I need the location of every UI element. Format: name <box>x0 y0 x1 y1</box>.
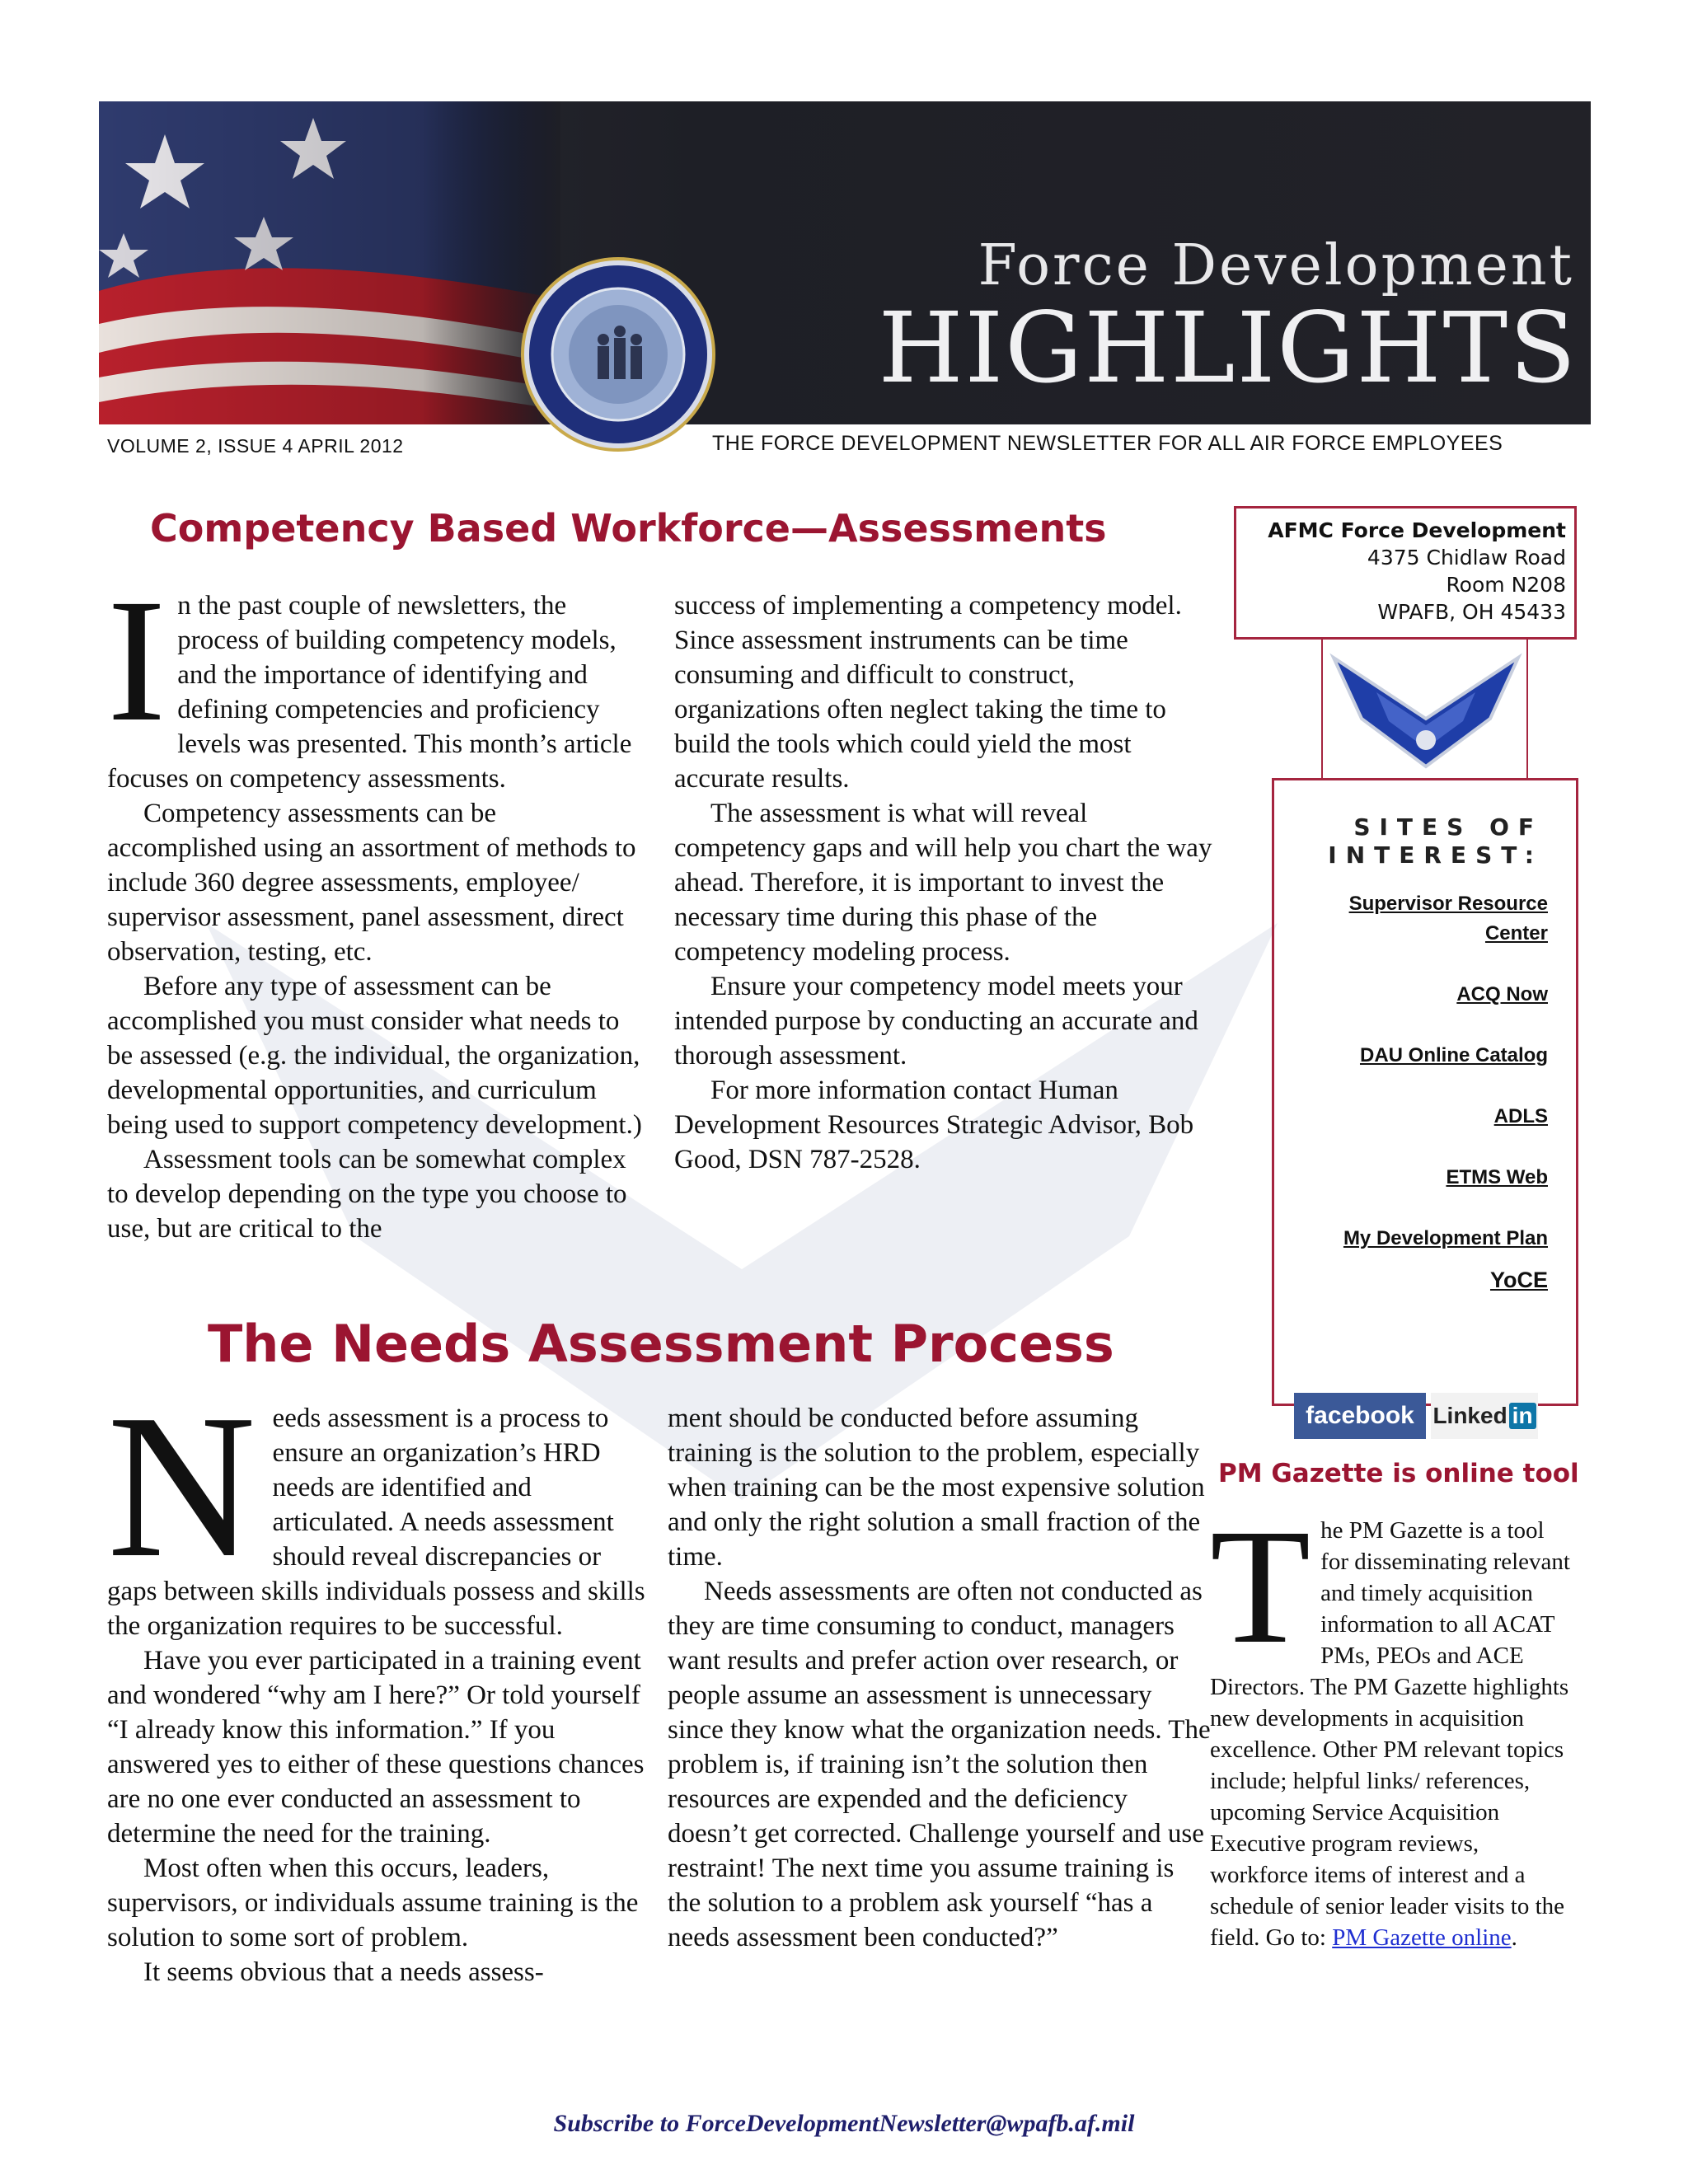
paragraph: success of implementing a competency model. Since assessment instruments can be time consuming and difficult to construct, organizations often neglect taking the time to build the tools which could yield the most accurate results. <box>674 591 1182 794</box>
link-my-development-plan[interactable]: My Development Plan <box>1343 1227 1548 1249</box>
address-line: Room N208 <box>1446 573 1566 597</box>
subscribe-line: Subscribe to ForceDevelopmentNewsletter@wpafb.af.mil <box>553 2110 1135 2137</box>
american-flag-icon <box>99 101 560 424</box>
link-adls[interactable]: ADLS <box>1493 1105 1548 1127</box>
paragraph: Have you ever participated in a training event and wondered “why am I here?” Or told yourself “I already know this information.” If you answered yes to either of these questions chances are no one ever conducted an assessment to determine the need for the training. <box>107 1646 645 1849</box>
article2-column-1 <box>107 1372 647 1990</box>
link-etms-web[interactable]: ETMS Web <box>1446 1166 1548 1188</box>
address-line: 4375 Chidlaw Road <box>1367 546 1566 569</box>
sites-title-line: INTEREST: <box>1328 841 1543 869</box>
article-title-needs-assessment: The Needs Assessment Process <box>208 1314 1114 1374</box>
banner-title-small: Force Development <box>978 233 1574 298</box>
address-line: WPAFB, OH 45433 <box>1377 600 1566 624</box>
link-supervisor-resource-center[interactable]: Supervisor Resource Center <box>1348 893 1548 944</box>
sites-of-interest-box <box>1272 778 1578 1406</box>
paragraph: The assessment is what will reveal competency gaps and will help you chart the way ahead. Therefore, it is important to invest the necessary time during this phase of the competency modeling process. <box>674 799 1212 967</box>
sites-title <box>1274 780 1576 869</box>
issue-info: VOLUME 2, ISSUE 4 APRIL 2012 <box>107 435 404 457</box>
social-links <box>1294 1393 1538 1439</box>
paragraph: Before any type of assessment can be accomplished you must consider what needs to be assessed (e.g. the individual, the organization, developmental opportunities, and curriculum being used to support competency development.) <box>107 972 642 1140</box>
paragraph: Ensure your competency model meets your intended purpose by conducting an accurate and thorough assessment. <box>674 972 1198 1071</box>
force-development-seal-icon <box>519 255 717 453</box>
drop-cap: T <box>1210 1496 1311 1678</box>
sites-title-line: SITES OF <box>1353 813 1543 841</box>
pm-gazette-title: PM Gazette is online tool <box>1218 1459 1579 1488</box>
paragraph: n the past couple of newsletters, the process of building competency models, and the importance of identifying and defining competencies and proficiency levels was presented. This month’s article focuses on competency assessments. <box>107 591 632 794</box>
header-banner <box>99 101 1591 424</box>
paragraph: Assessment tools can be somewhat complex to develop depending on the type you choose to use, but are critical to the <box>107 1145 627 1244</box>
air-force-wing-icon <box>1319 643 1533 775</box>
banner-title-big: HIGHLIGHTS <box>878 291 1578 405</box>
newsletter-tagline: THE FORCE DEVELOPMENT NEWSLETTER FOR ALL AIR FORCE EMPLOYEES <box>712 432 1503 455</box>
paragraph: It seems obvious that a needs assess- <box>143 1957 544 1987</box>
linkedin-icon[interactable] <box>1431 1393 1538 1439</box>
article-title-competency: Competency Based Workforce—Assessments <box>150 506 1107 551</box>
link-dau-online-catalog[interactable]: DAU Online Catalog <box>1359 1044 1548 1066</box>
paragraph: ment should be conducted before assuming training is the solution to the problem, especially when training can be the most expensive solution and only the right solution a small fraction of the time. <box>668 1404 1205 1572</box>
paragraph: eeds assessment is a process to ensure an organization’s HRD needs are identified and articulated. A needs assessment should reveal discrepancies or gaps between skills individuals possess and skills the organization requires to be successful. <box>107 1404 645 1641</box>
paragraph: Needs assessments are often not conducted as they are time consuming to conduct, managers want results and prefer action over research, or people assume an assessment is unnecessary since they know what the organization needs. The problem is, if training isn’t the solution then resources are expended and the deficiency doesn’t get corrected. Challenge yourself and use restraint! The next time you assume training is the solution to a problem ask yourself “has a needs assessment been conducted?” <box>668 1577 1211 1952</box>
address-org: AFMC Force Development <box>1268 518 1566 542</box>
pm-gazette-body <box>1210 1496 1573 1953</box>
article1-column-1 <box>107 563 643 1246</box>
paragraph: Competency assessments can be accomplished using an assortment of methods to include 360 degree assessments, employee/ supervisor assessment, panel assessment, direct observation, testing, etc. <box>107 799 636 967</box>
linkedin-text: Linked <box>1432 1403 1507 1428</box>
paragraph: Most often when this occurs, leaders, supervisors, or individuals assume training is the solution to some sort of problem. <box>107 1854 639 1952</box>
pm-gazette-online-link[interactable]: PM Gazette online <box>1332 1924 1512 1951</box>
article2-column-2 <box>668 1401 1212 1955</box>
pm-gazette-text: he PM Gazette is a tool for disseminating relevant and timely acquisition information to all ACAT PMs, PEOs and ACE Directors. The PM Gazette highlights new developments in acquisition excellence. Other PM relevant topics include; helpful links/ references, upcoming Service Acquisition Executive program reviews, workforce items of interest and a schedule of senior leader visits to the field. Go to: <box>1210 1517 1570 1951</box>
drop-cap: N <box>107 1372 256 1601</box>
article1-column-2 <box>674 588 1218 1177</box>
linkedin-in: in <box>1509 1403 1536 1429</box>
sites-list <box>1274 889 1576 1295</box>
period: . <box>1511 1924 1517 1951</box>
drop-cap: I <box>107 563 166 758</box>
link-acq-now[interactable]: ACQ Now <box>1456 983 1548 1005</box>
paragraph: For more information contact Human Development Resources Strategic Advisor, Bob Good, DSN 787-2528. <box>674 1076 1194 1174</box>
link-yoce[interactable]: YoCE <box>1489 1268 1548 1292</box>
facebook-icon[interactable]: facebook <box>1294 1393 1426 1439</box>
address-box <box>1234 506 1577 640</box>
